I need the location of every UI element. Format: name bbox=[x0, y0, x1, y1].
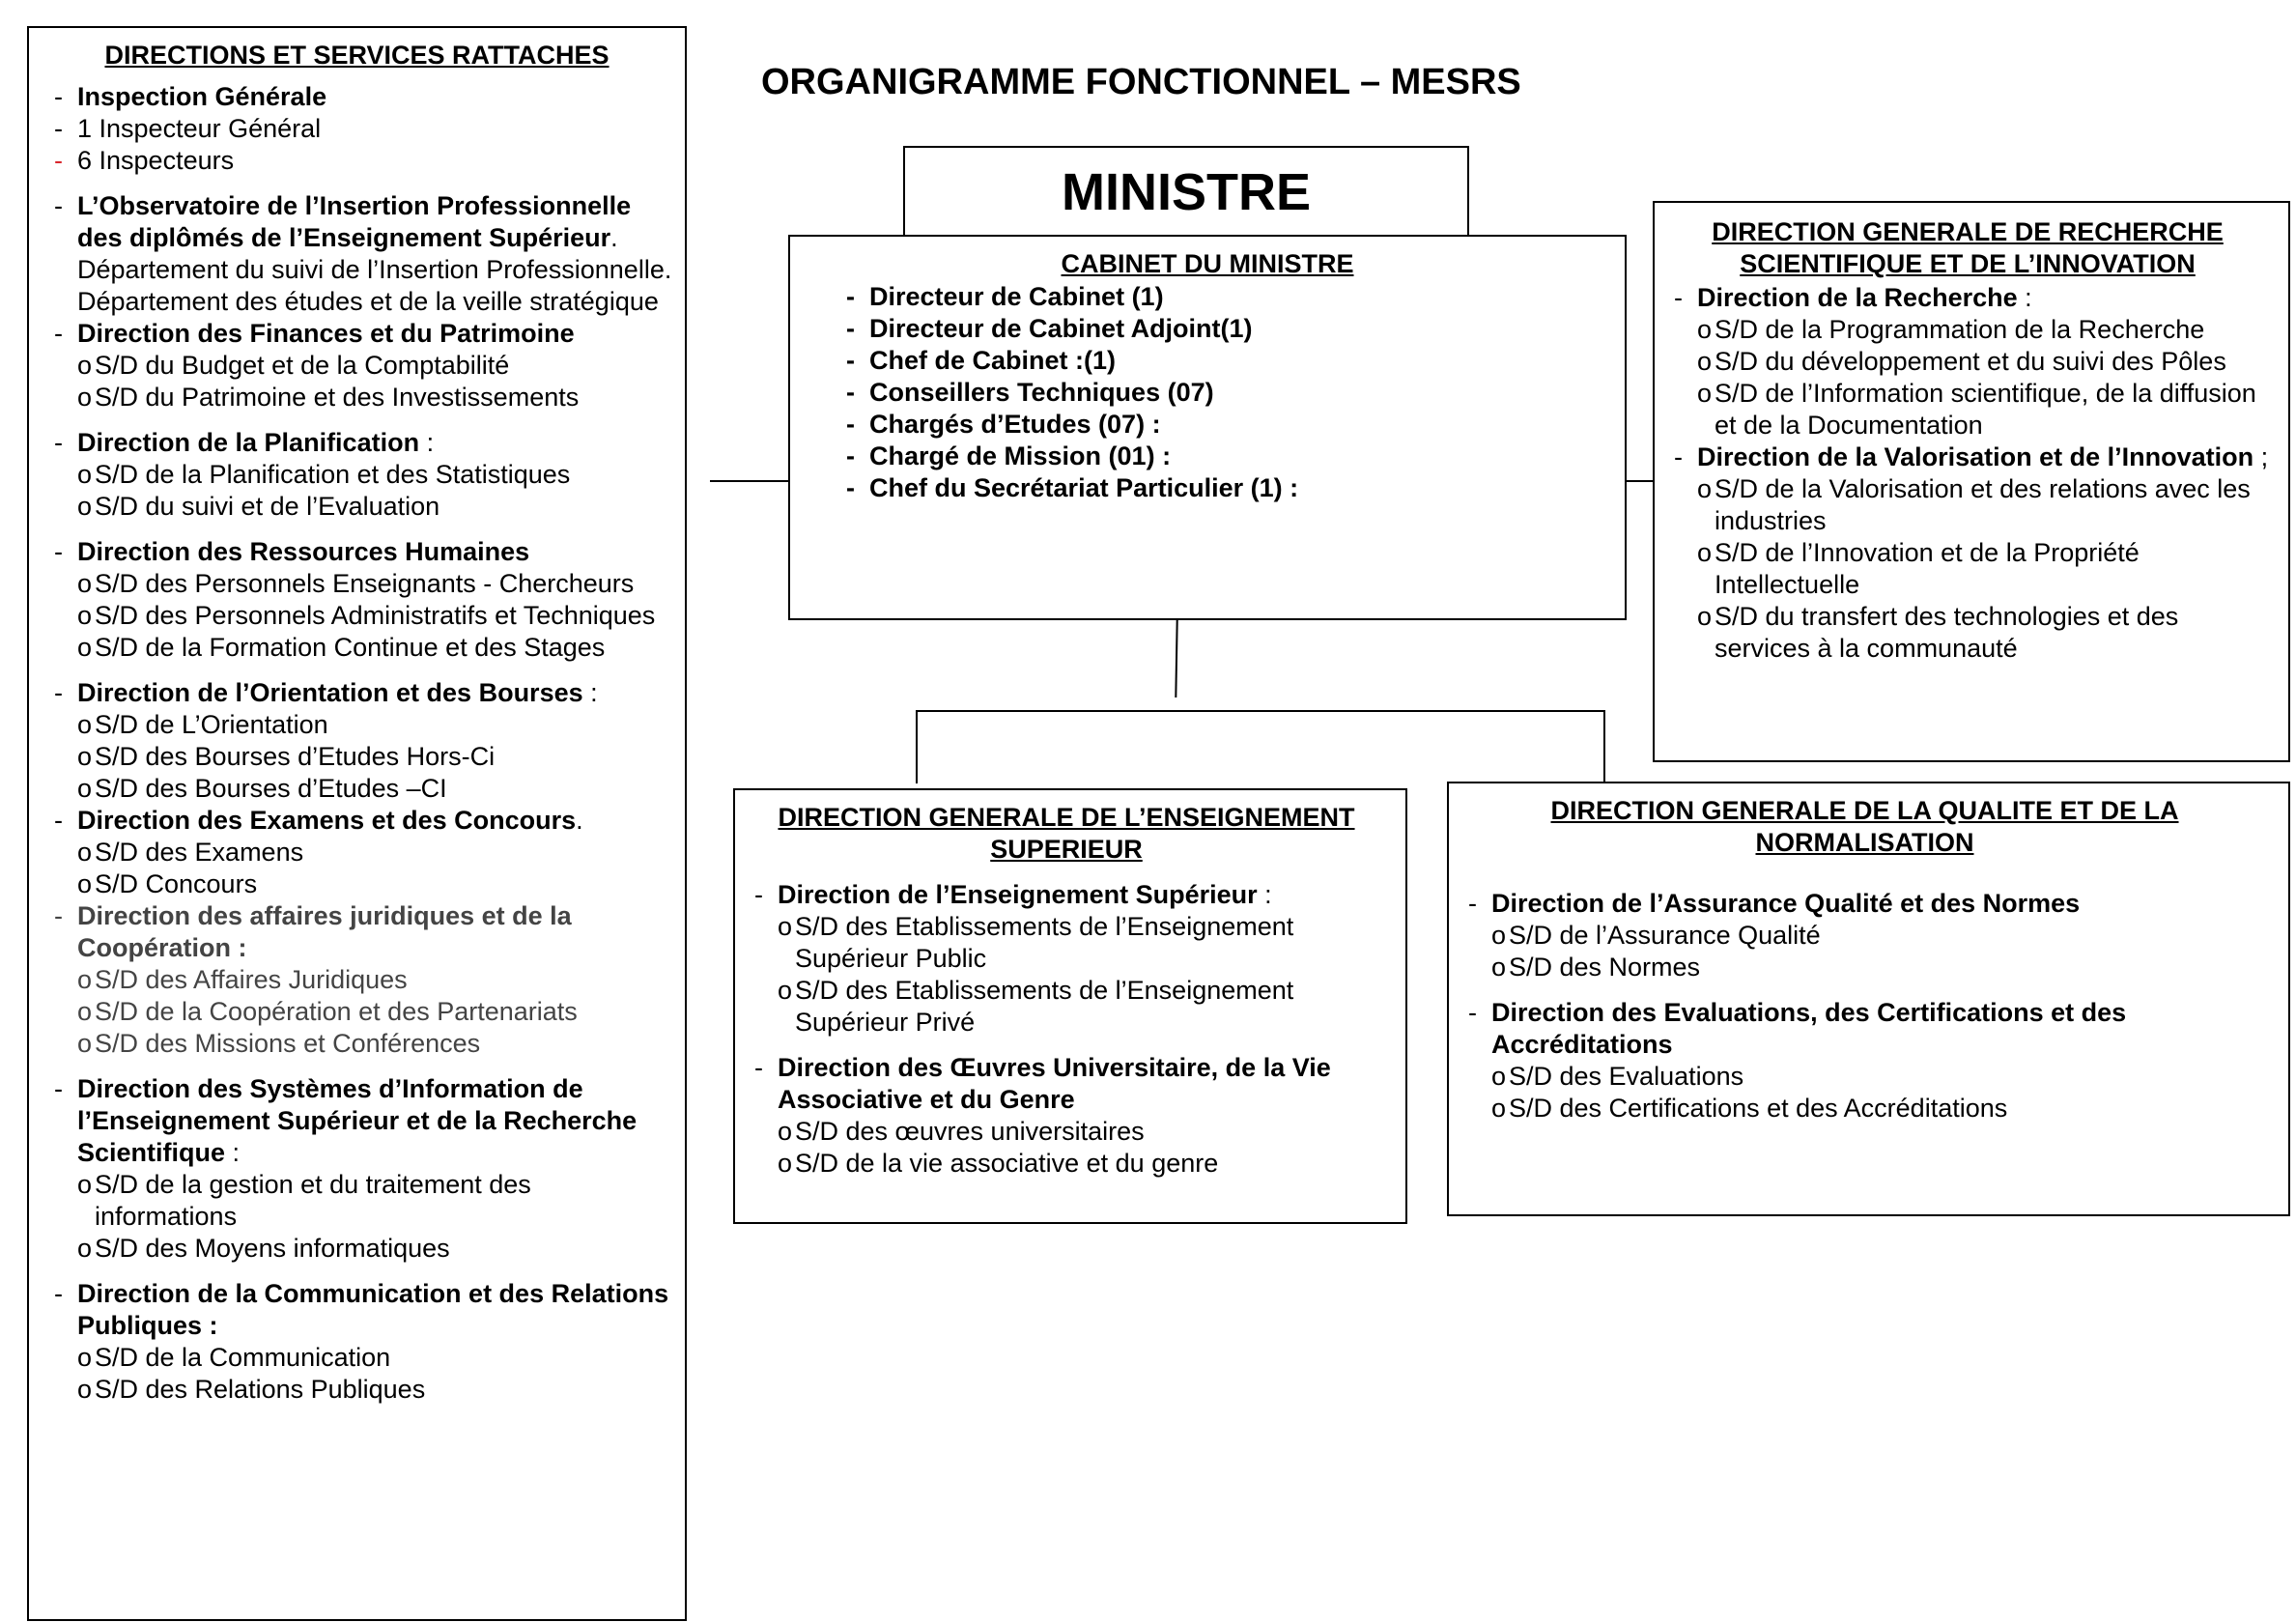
left-subdirection-item: o S/D de la gestion et du traitement des informations bbox=[35, 1169, 679, 1233]
minister-label: MINISTRE bbox=[1061, 163, 1311, 221]
left-subdirection-item: o S/D de la Communication bbox=[35, 1342, 679, 1374]
left-direction-name: Direction des Finances et du Patrimoine bbox=[77, 319, 575, 348]
left-direction-suffix: : bbox=[582, 678, 598, 707]
cabinet-member-item: - Chargés d’Etudes (07) : bbox=[827, 409, 1625, 441]
left-direction-item bbox=[35, 145, 679, 177]
dg-recherche-header: DIRECTION GENERALE DE RECHERCHE SCIENTIFIQUE ET DE L’INNOVATION bbox=[1712, 217, 2224, 278]
left-subdirection-item: o S/D des Relations Publiques bbox=[35, 1374, 679, 1406]
connector-to-dg-qualite bbox=[1603, 710, 1605, 782]
enseignement-subdirection-item: o S/D des Etablissements de l’Enseignement Supérieur Public bbox=[735, 911, 1398, 975]
left-subdirection-item: o S/D des Affaires Juridiques bbox=[35, 964, 679, 996]
dg-recherche-box bbox=[1653, 201, 2290, 762]
cabinet-member-item: - Chef du Secrétariat Particulier (1) : bbox=[827, 472, 1625, 504]
left-direction-name: Direction de la Planification bbox=[77, 428, 420, 457]
left-subdirection-item: o S/D de la Coopération et des Partenariats bbox=[35, 996, 679, 1028]
directions-rattachees-panel bbox=[27, 26, 687, 1621]
minister-box bbox=[903, 146, 1469, 237]
left-subdirection-item: o S/D des Personnels Administratifs et Techniques bbox=[35, 600, 679, 632]
left-direction-item bbox=[35, 190, 679, 254]
enseignement-direction-name: Direction des Œuvres Universitaire, de la Vie Associative et du Genre bbox=[778, 1053, 1331, 1114]
dg-qualite-header: DIRECTION GENERALE DE LA QUALITE ET DE LA NORMALISATION bbox=[1550, 796, 2179, 857]
recherche-direction-name: Direction de la Recherche bbox=[1697, 283, 2018, 312]
enseignement-direction-item bbox=[735, 879, 1398, 911]
qualite-direction-name: Direction des Evaluations, des Certifications et des Accréditations bbox=[1491, 998, 2127, 1059]
left-direction-name: Direction de la Communication et des Relations Publiques : bbox=[77, 1279, 669, 1340]
dg-enseignement-header: DIRECTION GENERALE DE L’ENSEIGNEMENT SUPERIEUR bbox=[778, 803, 1355, 864]
recherche-direction-item bbox=[1655, 282, 2281, 314]
cabinet-member-item: - Chef de Cabinet :(1) bbox=[827, 345, 1625, 377]
cabinet-member-item: - Chargé de Mission (01) : bbox=[827, 441, 1625, 472]
left-department-item: Département des études et de la veille stratégique bbox=[77, 287, 659, 316]
left-direction-suffix: : bbox=[419, 428, 435, 457]
enseignement-subdirection-item: o S/D des œuvres universitaires bbox=[735, 1116, 1398, 1148]
recherche-subdirection-item: o S/D de la Programmation de la Recherche bbox=[1655, 314, 2281, 346]
enseignement-subdirection-item: o S/D des Etablissements de l’Enseignement Supérieur Privé bbox=[735, 975, 1398, 1039]
left-direction-name: L’Observatoire de l’Insertion Professionnelle des diplômés de l’Enseignement Supérieur bbox=[77, 191, 632, 252]
qualite-subdirection-item: o S/D des Normes bbox=[1449, 952, 2281, 983]
left-direction-name: Direction des affaires juridiques et de la Coopération : bbox=[77, 901, 572, 962]
left-subdirection-item: o S/D de L’Orientation bbox=[35, 709, 679, 741]
left-subdirection-item: o S/D du Patrimoine et des Investissements bbox=[35, 382, 679, 413]
recherche-subdirection-item: o S/D de l’Information scientifique, de la diffusion et de la Documentation bbox=[1655, 378, 2281, 441]
left-direction-item bbox=[35, 805, 679, 837]
recherche-subdirection-item: o S/D du développement et du suivi des Pôles bbox=[1655, 346, 2281, 378]
left-direction-name: Direction de l’Orientation et des Bourses bbox=[77, 678, 583, 707]
connector-left bbox=[710, 480, 789, 482]
left-subdirection-item: o S/D des Examens bbox=[35, 837, 679, 868]
enseignement-direction-item bbox=[735, 1052, 1398, 1116]
recherche-subdirection-item: o S/D de l’Innovation et de la Propriété Intellectuelle bbox=[1655, 537, 2281, 601]
recherche-subdirection-item: o S/D de la Valorisation et des relations avec les industries bbox=[1655, 473, 2281, 537]
recherche-direction-name: Direction de la Valorisation et de l’Innovation bbox=[1697, 442, 2254, 471]
left-subdirection-item: o S/D des Bourses d’Etudes Hors-Ci bbox=[35, 741, 679, 773]
left-direction-name: Direction des Systèmes d’Information de l’Enseignement Supérieur et de la Recherche Scientifique bbox=[77, 1074, 638, 1167]
left-direction-suffix: 1 Inspecteur Général bbox=[77, 114, 322, 143]
qualite-subdirection-item: o S/D des Evaluations bbox=[1449, 1061, 2281, 1093]
qualite-direction-item bbox=[1449, 997, 2281, 1061]
left-direction-item bbox=[35, 677, 679, 709]
left-direction-suffix: . bbox=[576, 806, 583, 835]
cabinet-member-item: - Directeur de Cabinet Adjoint(1) bbox=[827, 313, 1625, 345]
cabinet-header: CABINET DU MINISTRE bbox=[1061, 249, 1354, 278]
dg-qualite-list bbox=[1449, 888, 2281, 1124]
connector-to-dg-enseignement bbox=[916, 710, 918, 783]
left-direction-suffix: : bbox=[225, 1138, 241, 1167]
enseignement-direction-suffix: : bbox=[1257, 880, 1272, 909]
dg-enseignement-list bbox=[735, 879, 1398, 1180]
left-direction-suffix: 6 Inspecteurs bbox=[77, 146, 235, 175]
left-direction-item bbox=[35, 318, 679, 350]
left-subdirection-item: o S/D de la Planification et des Statistiques bbox=[35, 459, 679, 491]
left-subdirection-item: o S/D des Missions et Conférences bbox=[35, 1028, 679, 1060]
qualite-subdirection-item: o S/D de l’Assurance Qualité bbox=[1449, 920, 2281, 952]
left-direction-name: Direction des Ressources Humaines bbox=[77, 537, 530, 566]
left-subdirection-item: o S/D du Budget et de la Comptabilité bbox=[35, 350, 679, 382]
recherche-direction-item bbox=[1655, 441, 2281, 473]
left-department-item: Département du suivi de l’Insertion Professionnelle. bbox=[77, 255, 672, 284]
cabinet-list bbox=[827, 281, 1625, 504]
left-direction-item bbox=[35, 1073, 679, 1169]
left-subdirection-item: o S/D des Personnels Enseignants - Chercheurs bbox=[35, 568, 679, 600]
directions-rattachees-list bbox=[35, 81, 679, 1406]
left-subdirection-item: o S/D du suivi et de l’Evaluation bbox=[35, 491, 679, 523]
dg-enseignement-box bbox=[733, 788, 1407, 1224]
left-direction-item bbox=[35, 81, 679, 113]
connector-right bbox=[1625, 480, 1656, 482]
cabinet-box bbox=[788, 235, 1627, 620]
left-direction-item bbox=[35, 427, 679, 459]
left-subdirection-item: o S/D Concours bbox=[35, 868, 679, 900]
left-subdirection-item: o S/D des Bourses d’Etudes –CI bbox=[35, 773, 679, 805]
qualite-subdirection-item: o S/D des Certifications et des Accréditations bbox=[1449, 1093, 2281, 1124]
cabinet-member-item: - Directeur de Cabinet (1) bbox=[827, 281, 1625, 313]
qualite-direction-item bbox=[1449, 888, 2281, 920]
left-direction-name: Inspection Générale bbox=[77, 82, 327, 111]
left-direction-item bbox=[35, 113, 679, 145]
connector-horizontal-bus bbox=[916, 710, 1605, 712]
cabinet-member-item: - Conseillers Techniques (07) bbox=[827, 377, 1625, 409]
recherche-direction-suffix: : bbox=[2017, 283, 2032, 312]
recherche-direction-suffix: ; bbox=[2253, 442, 2269, 471]
dg-qualite-box bbox=[1447, 782, 2290, 1216]
left-subdirection-item: o S/D des Moyens informatiques bbox=[35, 1233, 679, 1265]
left-direction-item bbox=[35, 536, 679, 568]
directions-rattachees-header: DIRECTIONS ET SERVICES RATTACHES bbox=[104, 41, 609, 70]
enseignement-subdirection-item: o S/D de la vie associative et du genre bbox=[735, 1148, 1398, 1180]
left-subdirection-item: o S/D de la Formation Continue et des Stages bbox=[35, 632, 679, 664]
left-direction-name: Direction des Examens et des Concours bbox=[77, 806, 577, 835]
left-direction-item bbox=[35, 1278, 679, 1342]
qualite-direction-name: Direction de l’Assurance Qualité et des Normes bbox=[1491, 889, 2081, 918]
page-title: ORGANIGRAMME FONCTIONNEL – MESRS bbox=[761, 62, 1521, 102]
recherche-subdirection-item: o S/D du transfert des technologies et des services à la communauté bbox=[1655, 601, 2281, 665]
left-direction-item bbox=[35, 900, 679, 964]
left-direction-suffix: . bbox=[610, 223, 618, 252]
dg-recherche-list bbox=[1655, 282, 2281, 665]
enseignement-direction-name: Direction de l’Enseignement Supérieur bbox=[778, 880, 1258, 909]
connector-cabinet-down bbox=[1175, 620, 1177, 697]
